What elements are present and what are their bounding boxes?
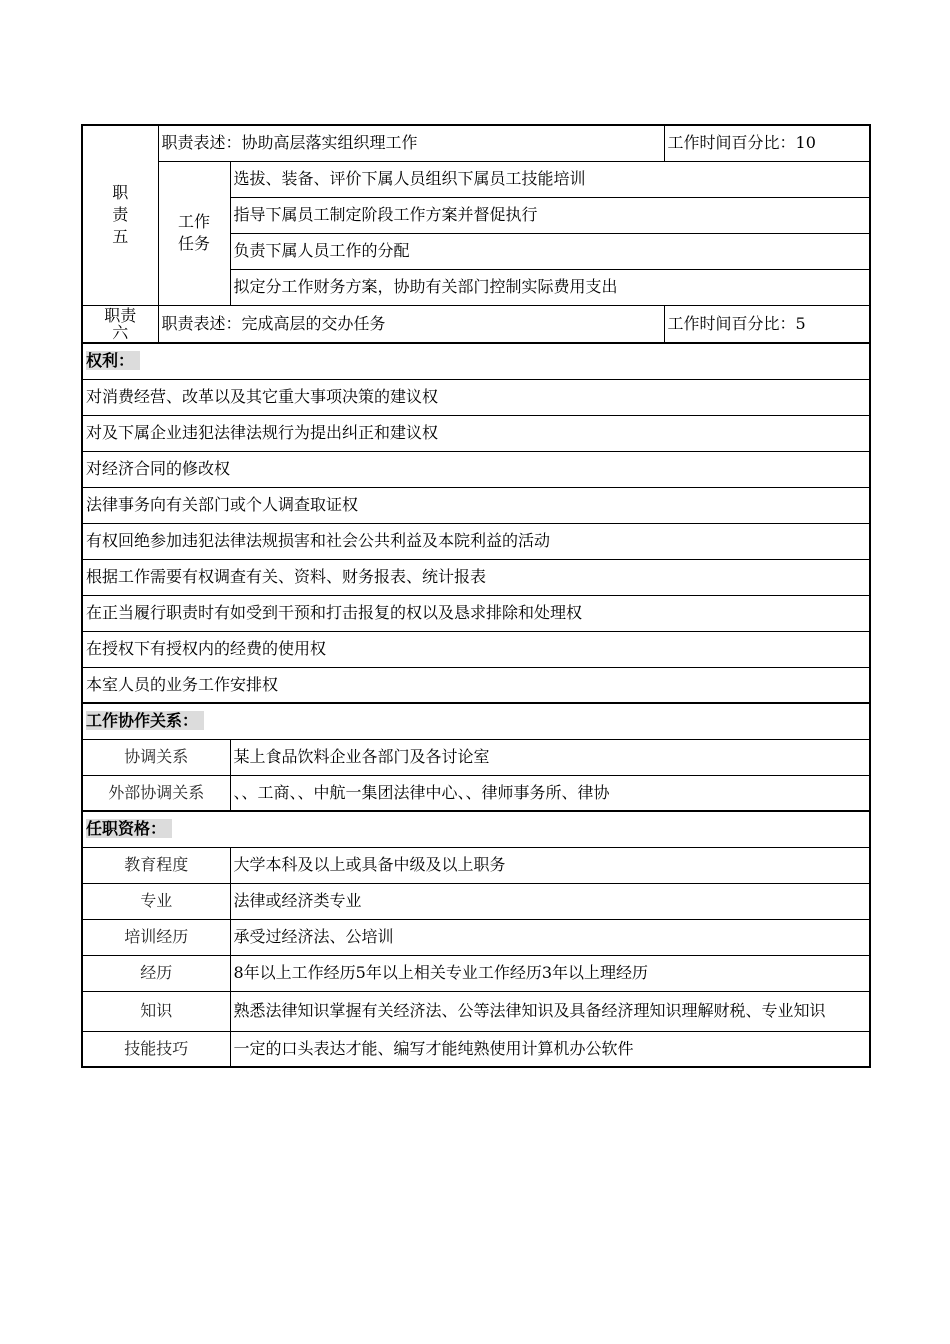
qualification-value: 熟悉法律知识掌握有关经济法、公等法律知识及具备经济理知识理解财税、专业知识 <box>230 991 870 1031</box>
duty5-task-1: 选拔、装备、评价下属人员组织下属员工技能培训 <box>230 161 870 197</box>
duty5-label: 职 责 五 <box>82 125 158 305</box>
rights-item: 在正当履行职责时有如受到干预和打击报复的权以及恳求排除和处理权 <box>82 595 870 631</box>
job-description-table <box>81 124 871 1068</box>
duty5-time-percent: 工作时间百分比：10 <box>664 125 870 161</box>
rights-item: 对经济合同的修改权 <box>82 451 870 487</box>
rights-item: 本室人员的业务工作安排权 <box>82 667 870 703</box>
rights-item: 有权回绝参加违犯法律法规损害和社会公共利益及本院利益的活动 <box>82 523 870 559</box>
relations-title-text: 工作协作关系： <box>86 711 204 730</box>
duty5-task-4: 拟定分工作财务方案，协助有关部门控制实际费用支出 <box>230 269 870 305</box>
rights-item: 对消费经营、改革以及其它重大事项决策的建议权 <box>82 379 870 415</box>
qualification-label: 教育程度 <box>82 847 230 883</box>
qualification-label: 经历 <box>82 955 230 991</box>
relations-label: 外部协调关系 <box>82 775 230 811</box>
relations-value: 某上食品饮料企业各部门及各讨论室 <box>230 739 870 775</box>
rights-item: 法律事务向有关部门或个人调查取证权 <box>82 487 870 523</box>
qualification-label: 培训经历 <box>82 919 230 955</box>
job-description-document <box>81 124 869 1068</box>
rights-title-text: 权利： <box>86 351 140 370</box>
relations-title <box>82 703 870 739</box>
duty6-description: 职责表述：完成高层的交办任务 <box>158 305 664 343</box>
duty5-description: 职责表述：协助高层落实组织理工作 <box>158 125 664 161</box>
qualification-value: 法律或经济类专业 <box>230 883 870 919</box>
qualification-value: 承受过经济法、公培训 <box>230 919 870 955</box>
rights-title <box>82 343 870 379</box>
duty6-label: 职责 六 <box>82 305 158 343</box>
qualification-value: 8年以上工作经历5年以上相关专业工作经历3年以上理经历 <box>230 955 870 991</box>
relations-value: 、、工商、、中航一集团法律中心、、律师事务所、律协 <box>230 775 870 811</box>
rights-item: 在授权下有授权内的经费的使用权 <box>82 631 870 667</box>
duty5-task-3: 负责下属人员工作的分配 <box>230 233 870 269</box>
rights-item: 根据工作需要有权调查有关、资料、财务报表、统计报表 <box>82 559 870 595</box>
qualification-label: 技能技巧 <box>82 1031 230 1067</box>
qualifications-title <box>82 811 870 847</box>
qualification-label: 专业 <box>82 883 230 919</box>
duty5-task-2: 指导下属员工制定阶段工作方案并督促执行 <box>230 197 870 233</box>
qualification-label: 知识 <box>82 991 230 1031</box>
qualifications-title-text: 任职资格： <box>86 819 172 838</box>
duty5-task-label: 工作 任务 <box>158 161 230 305</box>
rights-item: 对及下属企业违犯法律法规行为提出纠正和建议权 <box>82 415 870 451</box>
duty6-time-percent: 工作时间百分比：5 <box>664 305 870 343</box>
relations-label: 协调关系 <box>82 739 230 775</box>
qualification-value: 大学本科及以上或具备中级及以上职务 <box>230 847 870 883</box>
qualification-value: 一定的口头表达才能、编写才能纯熟使用计算机办公软件 <box>230 1031 870 1067</box>
